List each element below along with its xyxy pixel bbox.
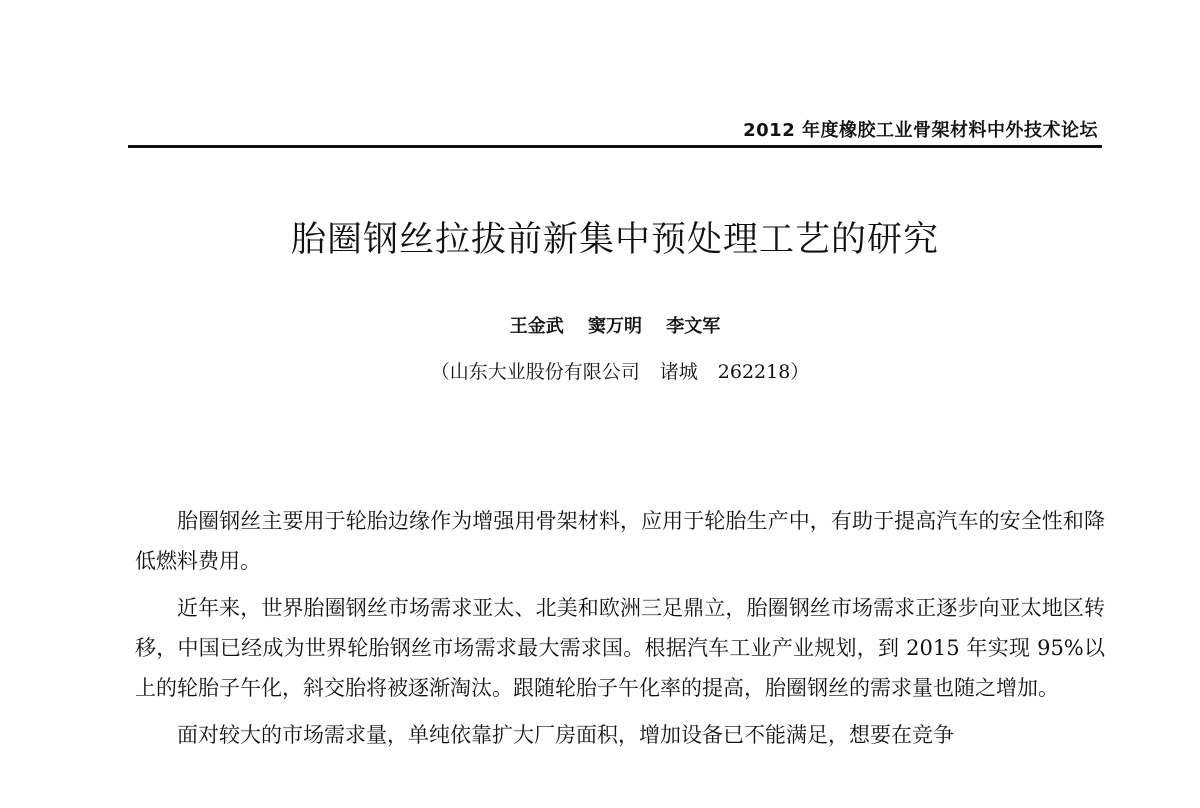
article-title: 胎圈钢丝拉拔前新集中预处理工艺的研究 — [290, 220, 939, 260]
body-paragraph: 胎圈钢丝主要用于轮胎边缘作为增强用骨架材料，应用于轮胎生产中，有助于提高汽车的安全性和降低燃料费用。 — [135, 509, 1105, 573]
body-paragraph: 面对较大的市场需求量，单纯依靠扩大厂房面积，增加设备已不能满足，想要在竞争 — [177, 723, 954, 747]
body-paragraph: 近年来，世界胎圈钢丝市场需求亚太、北美和欧洲三足鼎立，胎圈钢丝市场需求正逐步向亚太地区转移，中国已经成为世界轮胎钢丝市场需求最大需求国。根据汽车工业产业规划，到 2015 年实现 95%以上的轮胎子午化，斜交胎将被逐渐淘汰。跟随轮胎子午化率的提高，胎圈钢丝的需求量也随之增加。 — [135, 596, 1105, 700]
article-authors: 王金武 窦万明 李文军 — [509, 316, 721, 337]
article-affiliation: （山东大业股份有限公司 诸城 262218） — [430, 361, 810, 383]
article-body — [135, 501, 1105, 755]
running-header: 2012 年度橡胶工业骨架材料中外技术论坛 — [743, 120, 1098, 141]
header-rule — [128, 145, 1102, 148]
